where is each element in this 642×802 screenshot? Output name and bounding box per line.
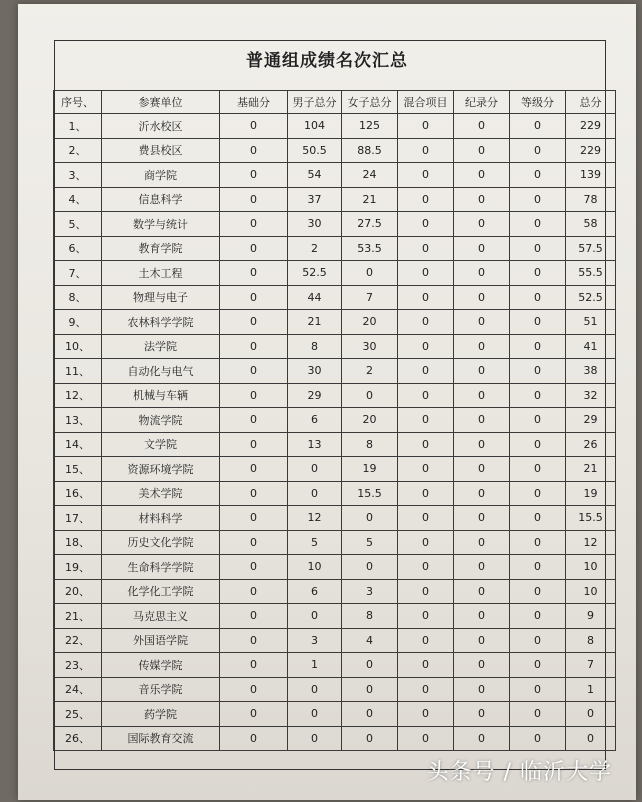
total-cell: 229: [566, 114, 616, 139]
unit-cell: 土木工程: [102, 261, 220, 286]
record-cell: 0: [454, 481, 510, 506]
rank-cell: 8、: [54, 285, 102, 310]
grade-cell: 0: [510, 506, 566, 531]
rank-cell: 23、: [54, 653, 102, 678]
female-total-cell: 15.5: [342, 481, 398, 506]
table-row: [54, 579, 616, 604]
rank-cell: 7、: [54, 261, 102, 286]
female-total-cell: 3: [342, 579, 398, 604]
rank-cell: 14、: [54, 432, 102, 457]
table-body: [54, 114, 616, 751]
base-score-cell: 0: [220, 432, 288, 457]
table-row: [54, 530, 616, 555]
male-total-cell: 6: [288, 408, 342, 433]
unit-cell: 材料科学: [102, 506, 220, 531]
record-cell: 0: [454, 702, 510, 727]
base-score-cell: 0: [220, 457, 288, 482]
grade-cell: 0: [510, 359, 566, 384]
table-row: [54, 163, 616, 188]
female-total-cell: 27.5: [342, 212, 398, 237]
base-score-cell: 0: [220, 310, 288, 335]
rank-cell: 20、: [54, 579, 102, 604]
rank-cell: 25、: [54, 702, 102, 727]
unit-cell: 文学院: [102, 432, 220, 457]
mixed-cell: 0: [398, 653, 454, 678]
record-cell: 0: [454, 359, 510, 384]
male-total-cell: 0: [288, 677, 342, 702]
table-row: [54, 334, 616, 359]
male-total-cell: 13: [288, 432, 342, 457]
grade-cell: 0: [510, 628, 566, 653]
rank-cell: 1、: [54, 114, 102, 139]
unit-cell: 国际教育交流: [102, 726, 220, 751]
total-cell: 78: [566, 187, 616, 212]
rank-cell: 6、: [54, 236, 102, 261]
base-score-cell: 0: [220, 236, 288, 261]
mixed-cell: 0: [398, 261, 454, 286]
unit-cell: 法学院: [102, 334, 220, 359]
record-cell: 0: [454, 334, 510, 359]
unit-cell: 化学化工学院: [102, 579, 220, 604]
record-cell: 0: [454, 457, 510, 482]
total-cell: 10: [566, 555, 616, 580]
mixed-cell: 0: [398, 334, 454, 359]
table-row: [54, 236, 616, 261]
female-total-cell: 0: [342, 383, 398, 408]
grade-cell: 0: [510, 702, 566, 727]
mixed-cell: 0: [398, 408, 454, 433]
base-score-cell: 0: [220, 334, 288, 359]
unit-cell: 马克思主义: [102, 604, 220, 629]
male-total-cell: 10: [288, 555, 342, 580]
table-row: [54, 310, 616, 335]
female-total-cell: 20: [342, 408, 398, 433]
record-cell: 0: [454, 677, 510, 702]
unit-cell: 机械与车辆: [102, 383, 220, 408]
mixed-cell: 0: [398, 555, 454, 580]
mixed-cell: 0: [398, 212, 454, 237]
female-total-cell: 21: [342, 187, 398, 212]
rank-cell: 22、: [54, 628, 102, 653]
header-record: 纪录分: [454, 91, 510, 114]
table-row: [54, 506, 616, 531]
total-cell: 51: [566, 310, 616, 335]
grade-cell: 0: [510, 457, 566, 482]
grade-cell: 0: [510, 383, 566, 408]
table-row: [54, 383, 616, 408]
record-cell: 0: [454, 653, 510, 678]
rank-cell: 17、: [54, 506, 102, 531]
grade-cell: 0: [510, 432, 566, 457]
male-total-cell: 0: [288, 481, 342, 506]
table-header-row: [54, 91, 616, 114]
female-total-cell: 8: [342, 604, 398, 629]
base-score-cell: 0: [220, 187, 288, 212]
header-base-score: 基础分: [220, 91, 288, 114]
base-score-cell: 0: [220, 653, 288, 678]
record-cell: 0: [454, 261, 510, 286]
total-cell: 1: [566, 677, 616, 702]
unit-cell: 外国语学院: [102, 628, 220, 653]
mixed-cell: 0: [398, 628, 454, 653]
rank-cell: 13、: [54, 408, 102, 433]
female-total-cell: 0: [342, 506, 398, 531]
male-total-cell: 0: [288, 604, 342, 629]
record-cell: 0: [454, 114, 510, 139]
record-cell: 0: [454, 555, 510, 580]
watermark-text: 头条号 / 临沂大学: [426, 760, 612, 785]
rank-cell: 4、: [54, 187, 102, 212]
female-total-cell: 0: [342, 555, 398, 580]
grade-cell: 0: [510, 212, 566, 237]
base-score-cell: 0: [220, 261, 288, 286]
table-row: [54, 726, 616, 751]
female-total-cell: 0: [342, 261, 398, 286]
base-score-cell: 0: [220, 138, 288, 163]
table-row: [54, 212, 616, 237]
rank-cell: 3、: [54, 163, 102, 188]
female-total-cell: 4: [342, 628, 398, 653]
female-total-cell: 88.5: [342, 138, 398, 163]
male-total-cell: 2: [288, 236, 342, 261]
table-row: [54, 187, 616, 212]
base-score-cell: 0: [220, 506, 288, 531]
paper-sheet: [18, 4, 636, 800]
base-score-cell: 0: [220, 114, 288, 139]
rank-cell: 12、: [54, 383, 102, 408]
female-total-cell: 24: [342, 163, 398, 188]
unit-cell: 物流学院: [102, 408, 220, 433]
mixed-cell: 0: [398, 457, 454, 482]
grade-cell: 0: [510, 163, 566, 188]
female-total-cell: 2: [342, 359, 398, 384]
header-male-total: 男子总分: [288, 91, 342, 114]
grade-cell: 0: [510, 114, 566, 139]
base-score-cell: 0: [220, 285, 288, 310]
table-row: [54, 408, 616, 433]
unit-cell: 费县校区: [102, 138, 220, 163]
rank-cell: 24、: [54, 677, 102, 702]
female-total-cell: 125: [342, 114, 398, 139]
table-row: [54, 261, 616, 286]
base-score-cell: 0: [220, 383, 288, 408]
male-total-cell: 1: [288, 653, 342, 678]
unit-cell: 资源环境学院: [102, 457, 220, 482]
female-total-cell: 0: [342, 677, 398, 702]
female-total-cell: 53.5: [342, 236, 398, 261]
mixed-cell: 0: [398, 359, 454, 384]
unit-cell: 自动化与电气: [102, 359, 220, 384]
total-cell: 41: [566, 334, 616, 359]
mixed-cell: 0: [398, 481, 454, 506]
total-cell: 12: [566, 530, 616, 555]
female-total-cell: 7: [342, 285, 398, 310]
header-unit: 参赛单位: [102, 91, 220, 114]
record-cell: 0: [454, 628, 510, 653]
unit-cell: 教育学院: [102, 236, 220, 261]
table-row: [54, 677, 616, 702]
table-row: [54, 359, 616, 384]
unit-cell: 商学院: [102, 163, 220, 188]
table-row: [54, 114, 616, 139]
mixed-cell: 0: [398, 726, 454, 751]
unit-cell: 物理与电子: [102, 285, 220, 310]
record-cell: 0: [454, 506, 510, 531]
grade-cell: 0: [510, 481, 566, 506]
total-cell: 55.5: [566, 261, 616, 286]
female-total-cell: 30: [342, 334, 398, 359]
male-total-cell: 52.5: [288, 261, 342, 286]
female-total-cell: 0: [342, 653, 398, 678]
header-grade: 等级分: [510, 91, 566, 114]
mixed-cell: 0: [398, 285, 454, 310]
mixed-cell: 0: [398, 138, 454, 163]
results-table: [53, 90, 616, 751]
record-cell: 0: [454, 310, 510, 335]
unit-cell: 沂水校区: [102, 114, 220, 139]
table-row: [54, 138, 616, 163]
total-cell: 52.5: [566, 285, 616, 310]
total-cell: 9: [566, 604, 616, 629]
rank-cell: 21、: [54, 604, 102, 629]
grade-cell: 0: [510, 530, 566, 555]
record-cell: 0: [454, 212, 510, 237]
total-cell: 26: [566, 432, 616, 457]
mixed-cell: 0: [398, 677, 454, 702]
record-cell: 0: [454, 138, 510, 163]
male-total-cell: 12: [288, 506, 342, 531]
total-cell: 19: [566, 481, 616, 506]
male-total-cell: 29: [288, 383, 342, 408]
record-cell: 0: [454, 236, 510, 261]
rank-cell: 18、: [54, 530, 102, 555]
male-total-cell: 0: [288, 457, 342, 482]
male-total-cell: 44: [288, 285, 342, 310]
female-total-cell: 8: [342, 432, 398, 457]
male-total-cell: 3: [288, 628, 342, 653]
base-score-cell: 0: [220, 579, 288, 604]
grade-cell: 0: [510, 138, 566, 163]
grade-cell: 0: [510, 653, 566, 678]
base-score-cell: 0: [220, 481, 288, 506]
unit-cell: 信息科学: [102, 187, 220, 212]
header-female-total: 女子总分: [342, 91, 398, 114]
female-total-cell: 5: [342, 530, 398, 555]
table-row: [54, 702, 616, 727]
base-score-cell: 0: [220, 677, 288, 702]
female-total-cell: 0: [342, 726, 398, 751]
grade-cell: 0: [510, 604, 566, 629]
base-score-cell: 0: [220, 555, 288, 580]
table-row: [54, 653, 616, 678]
male-total-cell: 50.5: [288, 138, 342, 163]
record-cell: 0: [454, 432, 510, 457]
base-score-cell: 0: [220, 604, 288, 629]
mixed-cell: 0: [398, 432, 454, 457]
mixed-cell: 0: [398, 702, 454, 727]
rank-cell: 10、: [54, 334, 102, 359]
mixed-cell: 0: [398, 163, 454, 188]
rank-cell: 15、: [54, 457, 102, 482]
grade-cell: 0: [510, 310, 566, 335]
male-total-cell: 37: [288, 187, 342, 212]
header-rank: 序号、: [54, 91, 102, 114]
record-cell: 0: [454, 383, 510, 408]
mixed-cell: 0: [398, 579, 454, 604]
record-cell: 0: [454, 408, 510, 433]
base-score-cell: 0: [220, 212, 288, 237]
grade-cell: 0: [510, 285, 566, 310]
rank-cell: 5、: [54, 212, 102, 237]
base-score-cell: 0: [220, 628, 288, 653]
female-total-cell: 0: [342, 702, 398, 727]
total-cell: 0: [566, 726, 616, 751]
unit-cell: 音乐学院: [102, 677, 220, 702]
total-cell: 32: [566, 383, 616, 408]
grade-cell: 0: [510, 334, 566, 359]
rank-cell: 9、: [54, 310, 102, 335]
male-total-cell: 30: [288, 359, 342, 384]
grade-cell: 0: [510, 726, 566, 751]
unit-cell: 生命科学学院: [102, 555, 220, 580]
unit-cell: 药学院: [102, 702, 220, 727]
header-mixed: 混合项目: [398, 91, 454, 114]
record-cell: 0: [454, 604, 510, 629]
total-cell: 29: [566, 408, 616, 433]
record-cell: 0: [454, 579, 510, 604]
rank-cell: 11、: [54, 359, 102, 384]
header-total: 总分: [566, 91, 616, 114]
table-row: [54, 628, 616, 653]
grade-cell: 0: [510, 187, 566, 212]
base-score-cell: 0: [220, 163, 288, 188]
mixed-cell: 0: [398, 310, 454, 335]
mixed-cell: 0: [398, 530, 454, 555]
mixed-cell: 0: [398, 604, 454, 629]
mixed-cell: 0: [398, 506, 454, 531]
table-row: [54, 604, 616, 629]
total-cell: 15.5: [566, 506, 616, 531]
male-total-cell: 21: [288, 310, 342, 335]
grade-cell: 0: [510, 555, 566, 580]
male-total-cell: 0: [288, 726, 342, 751]
table-row: [54, 432, 616, 457]
record-cell: 0: [454, 726, 510, 751]
unit-cell: 美术学院: [102, 481, 220, 506]
total-cell: 229: [566, 138, 616, 163]
male-total-cell: 54: [288, 163, 342, 188]
mixed-cell: 0: [398, 187, 454, 212]
unit-cell: 农林科学学院: [102, 310, 220, 335]
unit-cell: 传媒学院: [102, 653, 220, 678]
record-cell: 0: [454, 530, 510, 555]
grade-cell: 0: [510, 677, 566, 702]
record-cell: 0: [454, 285, 510, 310]
document-title: 普通组成绩名次汇总: [246, 51, 408, 71]
base-score-cell: 0: [220, 359, 288, 384]
rank-cell: 26、: [54, 726, 102, 751]
grade-cell: 0: [510, 408, 566, 433]
rank-cell: 19、: [54, 555, 102, 580]
table-row: [54, 285, 616, 310]
total-cell: 8: [566, 628, 616, 653]
mixed-cell: 0: [398, 383, 454, 408]
grade-cell: 0: [510, 236, 566, 261]
grade-cell: 0: [510, 579, 566, 604]
base-score-cell: 0: [220, 408, 288, 433]
rank-cell: 2、: [54, 138, 102, 163]
total-cell: 57.5: [566, 236, 616, 261]
base-score-cell: 0: [220, 702, 288, 727]
total-cell: 21: [566, 457, 616, 482]
total-cell: 38: [566, 359, 616, 384]
male-total-cell: 6: [288, 579, 342, 604]
table-row: [54, 457, 616, 482]
total-cell: 58: [566, 212, 616, 237]
male-total-cell: 0: [288, 702, 342, 727]
total-cell: 139: [566, 163, 616, 188]
male-total-cell: 104: [288, 114, 342, 139]
male-total-cell: 30: [288, 212, 342, 237]
female-total-cell: 20: [342, 310, 398, 335]
record-cell: 0: [454, 187, 510, 212]
unit-cell: 数学与统计: [102, 212, 220, 237]
rank-cell: 16、: [54, 481, 102, 506]
total-cell: 0: [566, 702, 616, 727]
base-score-cell: 0: [220, 530, 288, 555]
total-cell: 7: [566, 653, 616, 678]
mixed-cell: 0: [398, 236, 454, 261]
male-total-cell: 5: [288, 530, 342, 555]
total-cell: 10: [566, 579, 616, 604]
record-cell: 0: [454, 163, 510, 188]
base-score-cell: 0: [220, 726, 288, 751]
female-total-cell: 19: [342, 457, 398, 482]
grade-cell: 0: [510, 261, 566, 286]
table-row: [54, 481, 616, 506]
unit-cell: 历史文化学院: [102, 530, 220, 555]
table-row: [54, 555, 616, 580]
mixed-cell: 0: [398, 114, 454, 139]
male-total-cell: 8: [288, 334, 342, 359]
